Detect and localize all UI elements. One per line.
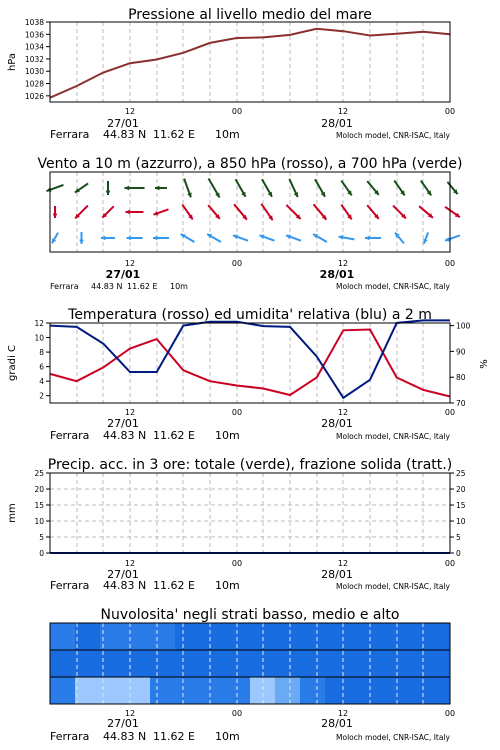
cloud-heatmap bbox=[50, 623, 451, 704]
pressure-grid bbox=[77, 22, 423, 102]
cloud-cell bbox=[300, 677, 326, 704]
location-lon: 11.62 E bbox=[153, 579, 195, 592]
model-credit: Moloch model, CNR-ISAC, Italy bbox=[336, 131, 450, 140]
y-tick-label: 20 bbox=[34, 485, 44, 494]
tick-label-00: 00 bbox=[444, 259, 456, 268]
tick-label-12: 12 bbox=[337, 408, 349, 417]
tick-label-00: 00 bbox=[231, 259, 243, 268]
wind-arrow-head bbox=[125, 186, 129, 191]
location-lat: 44.83 N bbox=[91, 282, 123, 291]
y-tick-label: 5 bbox=[39, 533, 44, 542]
pressure-line bbox=[50, 29, 450, 98]
wind-arrow-head bbox=[53, 214, 58, 218]
cloud-cell bbox=[325, 623, 351, 650]
y-tick-label: 80 bbox=[456, 373, 466, 383]
y-tick-label: 100 bbox=[456, 321, 471, 331]
y-tick-label: 25 bbox=[456, 469, 466, 478]
cloud-cell bbox=[150, 677, 176, 704]
location-footer bbox=[50, 282, 451, 291]
tick-label-12: 12 bbox=[124, 107, 136, 116]
cloud-cell bbox=[400, 623, 426, 650]
precipitation-frame bbox=[50, 473, 450, 553]
tick-label-00: 00 bbox=[444, 709, 456, 718]
precipitation-panel bbox=[7, 457, 466, 592]
wind-arrow-head bbox=[153, 236, 157, 241]
y-tick-label: 1030 bbox=[24, 67, 44, 77]
y-tick-label: 1028 bbox=[24, 79, 44, 89]
tick-label-12: 12 bbox=[337, 559, 349, 568]
wind-arrow-head bbox=[126, 210, 130, 215]
location-footer bbox=[50, 429, 451, 442]
humidity-ylabel: % bbox=[479, 359, 490, 369]
precipitation-y-ticks bbox=[34, 469, 50, 558]
cloud-cell bbox=[325, 677, 351, 704]
model-credit: Moloch model, CNR-ISAC, Italy bbox=[336, 282, 450, 291]
cloud-time-axis bbox=[107, 709, 455, 730]
cloud-cell bbox=[175, 677, 201, 704]
cloud-cell bbox=[125, 650, 151, 677]
cloud-cell bbox=[75, 650, 101, 677]
y-tick-label: 6 bbox=[39, 362, 44, 372]
cloud-cell bbox=[150, 623, 176, 650]
cloud-panel bbox=[50, 607, 455, 743]
cloud-cell bbox=[350, 677, 376, 704]
date-label: 28/01 bbox=[321, 568, 353, 581]
tick-label-12: 12 bbox=[124, 709, 136, 718]
date-label: 28/01 bbox=[321, 417, 353, 430]
wind-title: Vento a 10 m (azzurro), a 850 hPa (rosso), a 700 hPa (verde) bbox=[37, 156, 463, 172]
tick-label-12: 12 bbox=[124, 559, 136, 568]
cloud-cell bbox=[200, 677, 226, 704]
date-label: 27/01 bbox=[107, 568, 139, 581]
wind-arrow-head bbox=[106, 191, 111, 195]
location-lon: 11.62 E bbox=[153, 730, 195, 743]
cloud-cell bbox=[75, 623, 101, 650]
location-lon: 11.62 E bbox=[153, 128, 195, 141]
cloud-cell bbox=[100, 650, 126, 677]
cloud-cell bbox=[400, 677, 426, 704]
tick-label-12: 12 bbox=[337, 107, 349, 116]
cloud-cell bbox=[350, 623, 376, 650]
tick-label-12: 12 bbox=[124, 408, 136, 417]
pressure-time-axis bbox=[107, 107, 455, 130]
cloud-cell bbox=[200, 650, 226, 677]
wind-panel bbox=[37, 156, 462, 291]
cloud-cell bbox=[225, 677, 251, 704]
location-name: Ferrara bbox=[50, 730, 90, 743]
y-tick-label: 5 bbox=[456, 533, 461, 542]
cloud-cell bbox=[425, 650, 451, 677]
cloud-cell bbox=[275, 623, 301, 650]
y-tick-label: 1034 bbox=[24, 42, 44, 52]
tick-label-00: 00 bbox=[231, 709, 243, 718]
y-tick-label: 25 bbox=[34, 469, 44, 478]
location-name: Ferrara bbox=[50, 579, 90, 592]
precipitation-time-axis bbox=[107, 559, 455, 581]
wind-arrow-head bbox=[127, 236, 131, 241]
location-name: Ferrara bbox=[50, 429, 90, 442]
humidity-y-ticks bbox=[450, 322, 471, 408]
tick-label-00: 00 bbox=[444, 408, 456, 417]
temperature-grid bbox=[77, 323, 423, 403]
date-label: 27/01 bbox=[107, 417, 139, 430]
location-lon: 11.62 E bbox=[153, 429, 195, 442]
y-tick-label: 15 bbox=[456, 501, 466, 510]
y-tick-label: 90 bbox=[456, 347, 466, 357]
temperature-title: Temperatura (rosso) ed umidita' relativa (blu) a 2 m bbox=[68, 307, 432, 323]
location-footer bbox=[50, 730, 451, 743]
date-label: 27/01 bbox=[107, 117, 139, 130]
tick-label-00: 00 bbox=[231, 107, 243, 116]
model-credit: Moloch model, CNR-ISAC, Italy bbox=[336, 582, 450, 591]
location-footer bbox=[50, 128, 451, 141]
precipitation-grid bbox=[50, 473, 450, 553]
temperature-time-axis bbox=[107, 408, 455, 430]
precipitation-y2-ticks bbox=[450, 469, 466, 558]
cloud-cell bbox=[225, 650, 251, 677]
cloud-cell bbox=[300, 623, 326, 650]
tick-label-12: 12 bbox=[124, 259, 136, 268]
wind-arrows bbox=[47, 179, 461, 245]
y-tick-label: 20 bbox=[456, 485, 466, 494]
location-lat: 44.83 N bbox=[103, 429, 147, 442]
cloud-cell bbox=[175, 623, 201, 650]
date-label: 28/01 bbox=[319, 268, 355, 281]
y-tick-label: 10 bbox=[34, 333, 44, 343]
tick-label-00: 00 bbox=[231, 408, 243, 417]
y-tick-label: 1032 bbox=[24, 54, 44, 64]
cloud-cell bbox=[325, 650, 351, 677]
y-tick-label: 0 bbox=[39, 549, 44, 558]
precipitation-title: Precip. acc. in 3 ore: totale (verde), frazione solida (tratt.) bbox=[47, 457, 453, 473]
tick-label-00: 00 bbox=[444, 107, 456, 116]
y-tick-label: 10 bbox=[34, 517, 44, 526]
location-elev: 10m bbox=[215, 429, 240, 442]
tick-label-12: 12 bbox=[337, 259, 349, 268]
y-tick-label: 1038 bbox=[24, 18, 44, 27]
location-lat: 44.83 N bbox=[103, 579, 147, 592]
y-tick-label: 1036 bbox=[24, 30, 44, 40]
cloud-cell bbox=[100, 623, 126, 650]
y-tick-label: 15 bbox=[34, 501, 44, 510]
cloud-cell bbox=[175, 650, 201, 677]
y-tick-label: 70 bbox=[456, 399, 466, 408]
pressure-y-ticks bbox=[25, 18, 50, 101]
y-tick-label: 10 bbox=[456, 517, 466, 526]
y-tick-label: 2 bbox=[39, 391, 44, 401]
cloud-cell bbox=[50, 650, 76, 677]
cloud-cell bbox=[75, 677, 101, 704]
cloud-cell bbox=[125, 623, 151, 650]
location-lat: 44.83 N bbox=[103, 730, 147, 743]
date-label: 27/01 bbox=[105, 268, 141, 281]
temperature-panel bbox=[7, 307, 490, 442]
location-elev: 10m bbox=[215, 128, 240, 141]
location-name: Ferrara bbox=[50, 128, 90, 141]
location-lon: 11.62 E bbox=[127, 282, 158, 291]
tick-label-12: 12 bbox=[337, 709, 349, 718]
pressure-ylabel: hPa bbox=[7, 52, 18, 72]
cloud-cell bbox=[425, 677, 451, 704]
wind-frame bbox=[50, 172, 450, 252]
location-elev: 10m bbox=[170, 282, 188, 291]
cloud-cell bbox=[150, 650, 176, 677]
y-tick-label: 0 bbox=[456, 549, 461, 558]
wind-arrow-head bbox=[365, 236, 369, 241]
location-elev: 10m bbox=[215, 579, 240, 592]
wind-arrow-head bbox=[79, 240, 84, 244]
y-tick-label: 1026 bbox=[24, 91, 44, 101]
date-label: 27/01 bbox=[107, 717, 139, 730]
pressure-panel bbox=[7, 7, 455, 141]
temperature-ylabel: gradi C bbox=[7, 345, 18, 381]
model-credit: Moloch model, CNR-ISAC, Italy bbox=[336, 733, 450, 742]
date-label: 28/01 bbox=[321, 117, 353, 130]
temperature-y-ticks bbox=[34, 319, 50, 401]
cloud-cell bbox=[275, 677, 301, 704]
location-name: Ferrara bbox=[50, 282, 79, 291]
pressure-title: Pressione al livello medio del mare bbox=[128, 7, 372, 23]
cloud-cell bbox=[50, 623, 76, 650]
cloud-cell bbox=[425, 623, 451, 650]
tick-label-00: 00 bbox=[231, 559, 243, 568]
wind-time-axis bbox=[106, 259, 455, 281]
tick-label-00: 00 bbox=[444, 559, 456, 568]
cloud-cell bbox=[100, 677, 126, 704]
location-elev: 10m bbox=[215, 730, 240, 743]
cloud-cell bbox=[275, 650, 301, 677]
date-label: 28/01 bbox=[321, 717, 353, 730]
cloud-cell bbox=[225, 623, 251, 650]
model-credit: Moloch model, CNR-ISAC, Italy bbox=[336, 432, 450, 441]
y-tick-label: 8 bbox=[39, 348, 44, 358]
cloud-cell bbox=[125, 677, 151, 704]
location-lat: 44.83 N bbox=[103, 128, 147, 141]
cloud-title: Nuvolosita' negli strati basso, medio e alto bbox=[100, 607, 400, 623]
location-footer bbox=[50, 579, 451, 592]
cloud-cell bbox=[200, 623, 226, 650]
cloud-cell bbox=[50, 677, 76, 704]
cloud-cell bbox=[300, 650, 326, 677]
y-tick-label: 12 bbox=[34, 319, 44, 328]
y-tick-label: 4 bbox=[39, 377, 44, 387]
cloud-cell bbox=[350, 650, 376, 677]
precipitation-ylabel: mm bbox=[7, 503, 18, 523]
cloud-cell bbox=[400, 650, 426, 677]
